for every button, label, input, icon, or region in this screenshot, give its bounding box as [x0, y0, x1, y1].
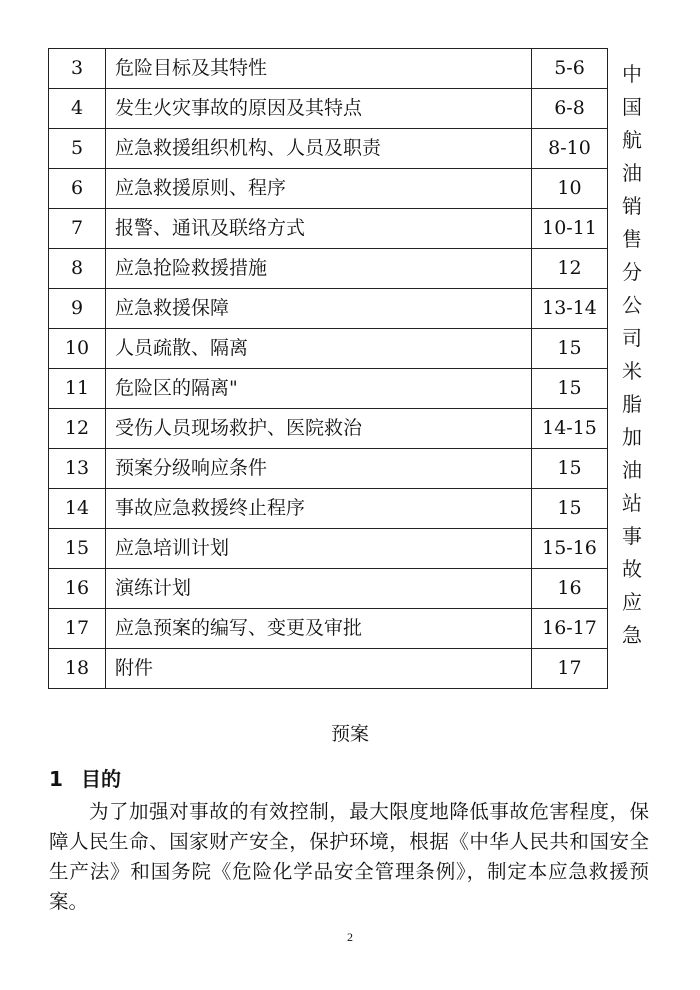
toc-row-title: 应急培训计划 [106, 529, 532, 569]
vertical-title-char: 中 [622, 62, 642, 86]
toc-row [49, 89, 608, 129]
vertical-title-char: 急 [622, 623, 642, 647]
page-number: 2 [347, 930, 353, 944]
toc-row-number: 13 [49, 449, 106, 489]
toc-row [49, 129, 608, 169]
toc-row-number: 12 [49, 409, 106, 449]
toc-row-number: 9 [49, 289, 106, 329]
toc-row [49, 649, 608, 689]
toc-row-pages: 10 [532, 169, 608, 209]
vertical-title-char: 油 [622, 458, 642, 482]
section-number: 1 [49, 767, 63, 791]
toc-row-number: 3 [49, 49, 106, 89]
section-title: 目的 [81, 767, 121, 791]
vertical-title-char: 销 [622, 194, 642, 218]
toc-row-number: 15 [49, 529, 106, 569]
vertical-title-char: 公 [622, 293, 642, 317]
toc-row-pages: 6-8 [532, 89, 608, 129]
toc-row-number: 18 [49, 649, 106, 689]
vertical-title-char: 故 [622, 557, 642, 581]
toc-row-title: 应急救援组织机构、人员及职责 [106, 129, 532, 169]
toc-row-pages: 16 [532, 569, 608, 609]
toc-row-number: 14 [49, 489, 106, 529]
vertical-title-char: 加 [622, 425, 642, 449]
vertical-title-char: 油 [622, 161, 642, 185]
toc-row-number: 6 [49, 169, 106, 209]
toc-row-title: 事故应急救援终止程序 [106, 489, 532, 529]
toc-row-pages: 12 [532, 249, 608, 289]
vertical-title-char: 站 [622, 491, 642, 515]
toc-row [49, 489, 608, 529]
vertical-title-char: 国 [622, 95, 642, 119]
toc-row-title: 应急救援保障 [106, 289, 532, 329]
toc-row [49, 329, 608, 369]
toc-row-number: 11 [49, 369, 106, 409]
toc-row-number: 5 [49, 129, 106, 169]
toc-row-pages: 17 [532, 649, 608, 689]
section-heading [49, 763, 121, 792]
toc-row [49, 249, 608, 289]
toc-row-title: 报警、通讯及联络方式 [106, 209, 532, 249]
toc-row-number: 10 [49, 329, 106, 369]
vertical-title-char: 米 [622, 359, 642, 383]
toc-row-title: 应急预案的编写、变更及审批 [106, 609, 532, 649]
toc-row-title: 附件 [106, 649, 532, 689]
toc-row-number: 7 [49, 209, 106, 249]
toc-row [49, 449, 608, 489]
toc-row-number: 4 [49, 89, 106, 129]
toc-row-pages: 15 [532, 369, 608, 409]
vertical-title-char: 脂 [622, 392, 642, 416]
toc-row-pages: 15 [532, 489, 608, 529]
toc-row-title: 危险区的隔离" [106, 369, 532, 409]
toc-row-pages: 5-6 [532, 49, 608, 89]
toc-row [49, 169, 608, 209]
toc-row [49, 529, 608, 569]
toc-row-pages: 13-14 [532, 289, 608, 329]
toc-row [49, 609, 608, 649]
toc-row [49, 209, 608, 249]
vertical-document-title [615, 58, 649, 652]
toc-row-pages: 15-16 [532, 529, 608, 569]
toc-row [49, 409, 608, 449]
toc-row-pages: 15 [532, 329, 608, 369]
toc-row-title: 人员疏散、隔离 [106, 329, 532, 369]
toc-row-title: 预案分级响应条件 [106, 449, 532, 489]
toc-body [49, 49, 608, 689]
toc-row-title: 受伤人员现场救护、医院救治 [106, 409, 532, 449]
toc-row-pages: 15 [532, 449, 608, 489]
toc-row-title: 发生火灾事故的原因及其特点 [106, 89, 532, 129]
toc-row [49, 49, 608, 89]
toc-table [48, 48, 608, 689]
toc-row-title: 应急救援原则、程序 [106, 169, 532, 209]
toc-row-pages: 10-11 [532, 209, 608, 249]
document-title-tail: 预案 [330, 723, 369, 745]
toc-row [49, 289, 608, 329]
toc-row-title: 危险目标及其特性 [106, 49, 532, 89]
toc-row-number: 16 [49, 569, 106, 609]
toc-row-pages: 16-17 [532, 609, 608, 649]
vertical-title-char: 售 [622, 227, 642, 251]
toc-row [49, 369, 608, 409]
toc-row-number: 17 [49, 609, 106, 649]
vertical-title-char: 事 [622, 524, 642, 548]
toc-row-title: 应急抢险救援措施 [106, 249, 532, 289]
toc-row-pages: 8-10 [532, 129, 608, 169]
vertical-title-char: 应 [622, 590, 642, 614]
section-paragraph: 为了加强对事故的有效控制，最大限度地降低事故危害程度，保障人民生命、国家财产安全，保护环境，根据《中华人民共和国安全生产法》和国务院《危险化学品安全管理条例》，制定本应急救援预案。 [49, 800, 649, 913]
vertical-title-char: 航 [622, 128, 642, 152]
vertical-title-char: 分 [622, 260, 642, 284]
toc-row-number: 8 [49, 249, 106, 289]
toc-row-title: 演练计划 [106, 569, 532, 609]
toc-row-pages: 14-15 [532, 409, 608, 449]
vertical-title-char: 司 [622, 326, 642, 350]
toc-row [49, 569, 608, 609]
